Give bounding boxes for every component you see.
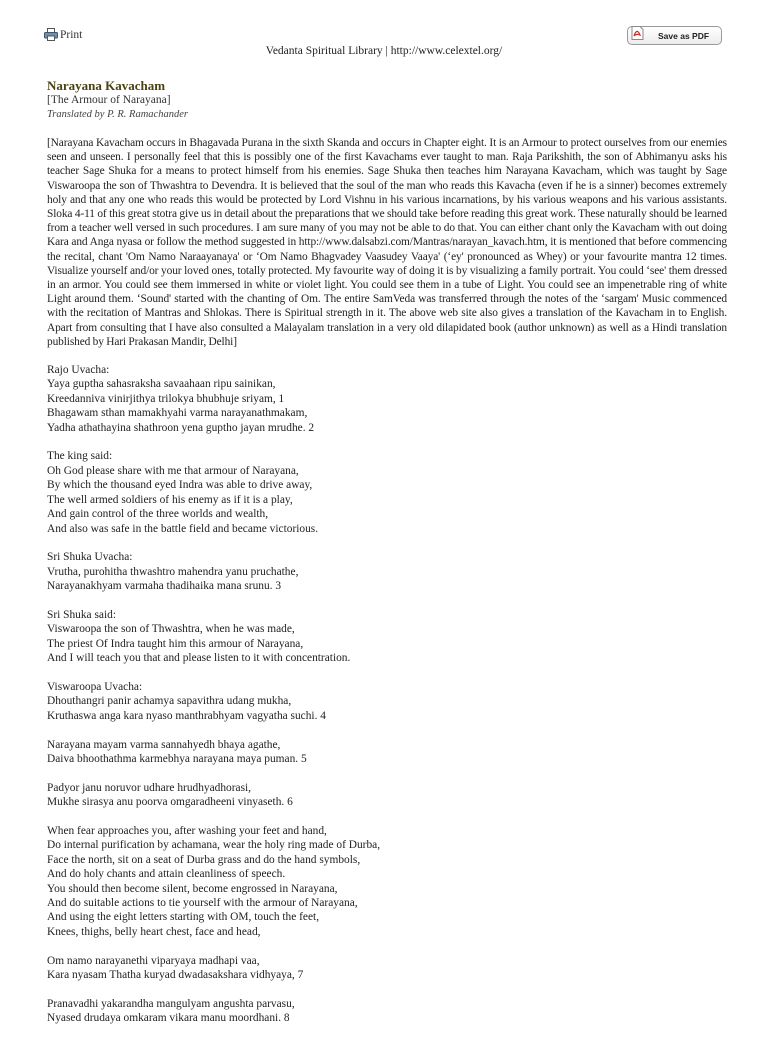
- save-as-pdf-button[interactable]: [627, 26, 722, 45]
- verse-line: And using the eight letters starting with OM, touch the feet,: [47, 911, 320, 924]
- verse-line: Dhouthangri panir achamya sapavithra udang mukha,: [47, 695, 292, 708]
- verse-line: The priest Of Indra taught him this armour of Narayana,: [47, 637, 304, 650]
- intro-paragraph: [Narayana Kavacham occurs in Bhagavada Purana in the sixth Skanda and occurs in Chapter eight. It is an Armour to protect ourselves from our enemies seen and unseen. I personally feel that this is possibly one of the first Kavachams ever taught to man. Raja Parikshith, the son of Abhimanyu asks his teacher Sage Shuka for a means to protect himself from his enemies. Sage Shuka then teaches him Narayana Kavacham, which was taught by Sage Viswaroopa the son of Thwashtra to Devendra. It is believed that the soul of the man who reads this Kavacha (even if he is a sinner) becomes extremely holy and that any one who reads this would be protected by Lord Vishnu in his various incarnations, by his various weapons and his various assistants. Sloka 4-11 of this great stotra give us in detail about the preparations that we should take before reading this great work. These naturally should be learned from a teacher well versed in such procedures. I am sure many of you may not be able to do that. You can either chant only the Kavacham with out doing Kara and Anga nyasa or follow the method suggested in http://www.dalsabzi.com/Mantras/narayan_kavach.htm, it is mentioned that before commencing the recital, chant 'Om Namo Naraayanaya' or ‘Om Namo Bhagvadey Vaasudey Vaaya' (‘ey' pronounced as Whey) or your favourite mantra 12 times. Visualize yourself and/or your loved ones, totally protected. My favourite way of doing it is by visualizing a family portrait. You could ‘see' them dressed in an armor. You could see them immersed in white or violet light. You could see them in a tube of Light. You could see an impenetrable ring of white Light around them. ‘Sound' started with the chanting of Om. The entire SamVeda was transferred through the notes of the ‘sargam' Music commenced with the recitation of Mantras and Shlokas. There is Spiritual strength in it. The above web site also gives a translation of the Kavacham in to English. Apart from consulting that I have also consulted a Malayalam translation in a very old dilapidated book (author unknown) as well as a Hindi translation published by Hari Prakasan Mandir, Delhi]: [47, 137, 727, 348]
- verse-line: Sri Shuka Uvacha:: [47, 551, 133, 564]
- verse-line: And gain control of the three worlds and wealth,: [47, 508, 269, 521]
- verse-line: The king said:: [47, 450, 113, 463]
- verse-line: Nyased drudaya omkaram vikara manu moordhani. 8: [47, 1012, 290, 1025]
- verse-line: Rajo Uvacha:: [47, 364, 110, 377]
- verse-line: Viswaroopa Uvacha:: [47, 680, 143, 693]
- verse-line: Viswaroopa the son of Thwashtra, when he was made,: [47, 623, 295, 636]
- verse-line: And also was safe in the battle field and became victorious.: [47, 522, 319, 535]
- verse-line: Yaya guptha sahasraksha savaahaan ripu sainikan,: [47, 378, 276, 391]
- print-link[interactable]: [44, 28, 82, 41]
- print-label: Print: [60, 28, 83, 41]
- verse-stanza: [47, 550, 727, 593]
- verse-line: Sri Shuka said:: [47, 608, 116, 621]
- verse-stanza: [47, 363, 727, 435]
- verse-line: And do holy chants and attain cleanliness of speech.: [47, 868, 286, 881]
- verse-line: Yadha athathayina shathroon yena guptho jayan mrudhe. 2: [47, 421, 315, 434]
- verse-stanza: [47, 680, 727, 723]
- printer-icon: [44, 28, 58, 41]
- verse-line: Daiva bhoothathma karmebhya narayana maya puman. 5: [47, 752, 307, 765]
- verse-stanza: [47, 738, 727, 767]
- verse-stanza: [47, 608, 727, 666]
- verse-line: The well armed soldiers of his enemy as if it is a play,: [47, 493, 293, 506]
- document-body: [47, 78, 727, 1040]
- verse-line: Narayana mayam varma sannahyedh bhaya agathe,: [47, 738, 281, 751]
- verse-line: Kreedanniva vinirjithya trilokya bhubhuje sriyam, 1: [47, 392, 285, 405]
- verse-line: Kara nyasam Thatha kuryad dwadasakshara vidhyaya, 7: [47, 968, 304, 981]
- verse-line: Kruthaswa anga kara nyaso manthrabhyam vagyatha suchi. 4: [47, 709, 326, 722]
- verse-line: Mukhe sirasya anu poorva omgaradheeni vinyaseth. 6: [47, 796, 293, 809]
- verse-line: Narayanakhyam varmaha thadihaika mana srunu. 3: [47, 580, 282, 593]
- verse-line: Face the north, sit on a seat of Durba grass and do the hand symbols,: [47, 853, 361, 866]
- verse-line: Pranavadhi yakarandha mangulyam angushta parvasu,: [47, 997, 295, 1010]
- verse-line: You should then become silent, become engrossed in Narayana,: [47, 882, 338, 895]
- verse-line: Vrutha, purohitha thwashtro mahendra yanu pruchathe,: [47, 565, 299, 578]
- verse-stanza: [47, 781, 727, 810]
- verse-stanza: [47, 824, 727, 939]
- document-title: Narayana Kavacham: [47, 78, 166, 93]
- verse-line: Knees, thighs, belly heart chest, face and head,: [47, 925, 261, 938]
- verse-line: And I will teach you that and please listen to it with concentration.: [47, 652, 351, 665]
- verses-section: [47, 363, 727, 1026]
- verse-line: Om namo narayanethi viparyaya madhapi vaa,: [47, 954, 260, 967]
- translator-credit: Translated by P. R. Ramachander: [47, 109, 188, 120]
- verse-stanza: [47, 449, 727, 535]
- save-as-pdf-label: Save as PDF: [658, 30, 710, 41]
- verse-line: Do internal purification by achamana, wear the holy ring made of Durba,: [47, 839, 381, 852]
- verse-line: When fear approaches you, after washing your feet and hand,: [47, 824, 327, 837]
- verse-line: Oh God please share with me that armour of Narayana,: [47, 464, 299, 477]
- verse-line: Bhagawam sthan mamakhyahi varma narayanathmakam,: [47, 407, 308, 420]
- verse-line: And do suitable actions to tie yourself with the armour of Narayana,: [47, 896, 358, 909]
- verse-stanza: [47, 954, 727, 983]
- document-subtitle: [The Armour of Narayana]: [47, 94, 171, 106]
- pdf-icon: [631, 26, 644, 45]
- verse-line: By which the thousand eyed Indra was able to drive away,: [47, 479, 313, 492]
- verse-stanza: [47, 997, 727, 1026]
- site-link-line[interactable]: Vedanta Spiritual Library | http://www.celextel.org/: [265, 45, 503, 57]
- verse-line: Padyor janu noruvor udhare hrudhyadhorasi,: [47, 781, 252, 794]
